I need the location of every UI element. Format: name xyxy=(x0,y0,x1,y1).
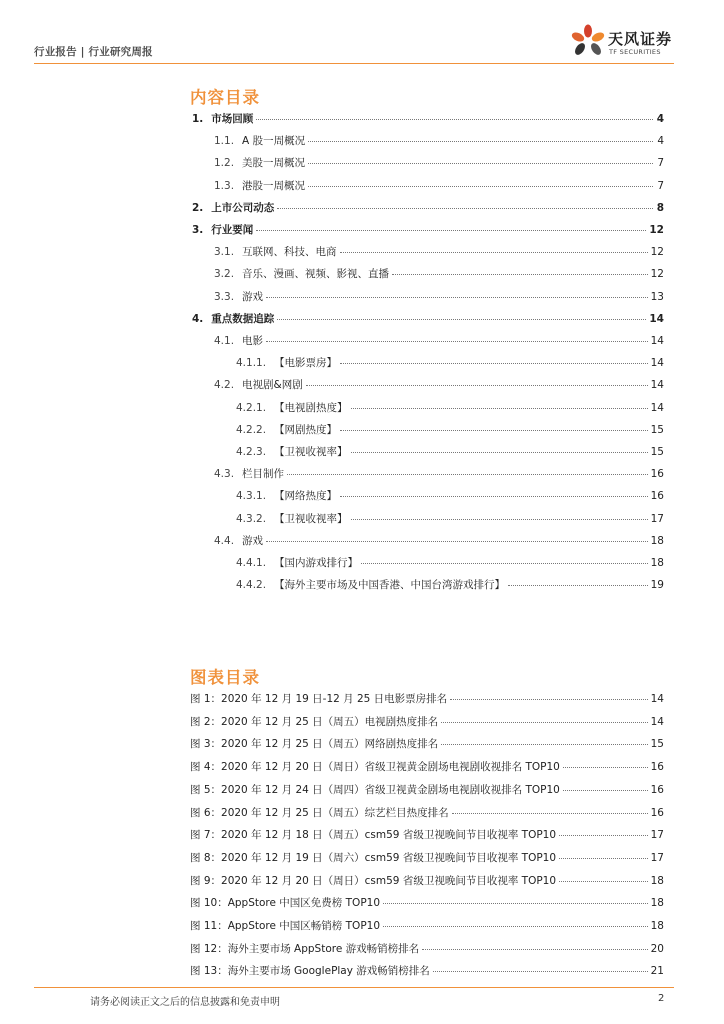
figures-title: 图表目录 xyxy=(190,668,260,687)
figure-entry-title: 图 3：2020 年 12 月 25 日（周五）网络剧热度排名 xyxy=(190,738,439,751)
toc-entry-page: 7 xyxy=(657,179,664,192)
toc-entry[interactable] xyxy=(192,222,664,242)
figure-entry-page: 21 xyxy=(650,965,664,978)
toc-entry-page: 16 xyxy=(650,490,664,503)
toc-entry[interactable] xyxy=(214,289,664,309)
toc-entry-page: 12 xyxy=(649,224,664,236)
figure-leader-dots xyxy=(383,903,648,904)
figure-entry-title: 图 5：2020 年 12 月 24 日（周四）省级卫视黄金剧场电视剧收视排名 TOP10 xyxy=(190,783,560,796)
figure-entry-page: 14 xyxy=(650,693,664,705)
toc-entry-title: 游戏 xyxy=(242,290,264,303)
toc-leader-dots xyxy=(351,452,648,453)
toc-entry-number: 4.2.3. xyxy=(236,446,267,458)
figure-entry-page: 16 xyxy=(650,761,664,774)
toc-entry-title: 电影 xyxy=(242,335,264,347)
toc-entry-number: 4.4. xyxy=(214,534,235,547)
toc-entry-title: 上市公司动态 xyxy=(211,201,275,214)
figure-entry-title: 图 2：2020 年 12 月 25 日（周五）电视剧热度排名 xyxy=(190,715,439,728)
toc-entry[interactable] xyxy=(236,355,664,375)
toc-entry-page: 19 xyxy=(650,579,664,592)
toc-entry[interactable] xyxy=(236,400,664,420)
toc-entry-number: 4.1.1. xyxy=(236,357,267,370)
toc-leader-dots xyxy=(351,408,648,409)
toc-entry-title: 港股一周概况 xyxy=(242,179,306,192)
toc-leader-dots xyxy=(508,585,648,586)
figure-leader-dots xyxy=(559,835,648,836)
toc-leader-dots xyxy=(340,252,648,253)
toc-entry-page: 18 xyxy=(650,557,664,569)
toc-entry-title: 美股一周概况 xyxy=(242,157,306,170)
company-logo xyxy=(568,22,678,62)
toc-leader-dots xyxy=(340,496,648,497)
toc-entry-number: 4.1. xyxy=(214,335,235,347)
toc-entry-page: 7 xyxy=(657,157,664,170)
toc-entry[interactable] xyxy=(192,311,664,331)
toc-leader-dots xyxy=(266,541,648,542)
toc-entry[interactable] xyxy=(236,488,664,508)
toc-entry-title: 电视剧&网剧 xyxy=(242,379,303,392)
figure-entry[interactable] xyxy=(190,782,664,802)
toc-entry[interactable] xyxy=(214,377,664,397)
toc-entry[interactable] xyxy=(214,266,664,286)
toc-entry-title: 【卫视收视率】 xyxy=(274,446,348,458)
toc-entry-number: 4.3.1. xyxy=(236,490,267,503)
figure-leader-dots xyxy=(422,949,647,950)
toc-entry-page: 14 xyxy=(649,312,664,325)
toc-entry-title: 【国内游戏排行】 xyxy=(274,557,359,569)
toc-entry[interactable] xyxy=(214,178,664,198)
toc-entry-number: 3. xyxy=(192,224,204,236)
toc-leader-dots xyxy=(306,385,648,386)
toc-entry-page: 14 xyxy=(650,401,664,414)
figure-entry-page: 15 xyxy=(650,738,664,751)
toc-entry-number: 4.4.2. xyxy=(236,579,267,592)
toc-entry-number: 4.2.2. xyxy=(236,423,267,436)
toc-entry-number: 1.1. xyxy=(214,135,235,148)
toc-leader-dots xyxy=(256,230,646,231)
toc-entry[interactable] xyxy=(236,422,664,442)
toc-entry-number: 4.4.1. xyxy=(236,557,267,569)
figure-entry[interactable] xyxy=(190,941,664,961)
toc-entry-page: 4 xyxy=(657,135,664,148)
toc-entry-title: 【海外主要市场及中国香港、中国台湾游戏排行】 xyxy=(274,579,506,592)
figure-entry[interactable] xyxy=(190,873,664,893)
figure-leader-dots xyxy=(450,699,647,700)
toc-entry-number: 4.3. xyxy=(214,468,235,481)
toc-entry[interactable] xyxy=(214,155,664,175)
toc-entry-title: A 股一周概况 xyxy=(242,135,306,148)
toc-leader-dots xyxy=(266,297,648,298)
toc-entry-title: 【卫视收视率】 xyxy=(274,512,348,525)
toc-leader-dots xyxy=(277,319,646,320)
toc-entry[interactable] xyxy=(236,511,664,531)
toc-entry-number: 1.2. xyxy=(214,157,235,170)
toc-entry-page: 8 xyxy=(656,201,664,214)
figure-leader-dots xyxy=(383,926,648,927)
logo-english-name: TF SECURITIES xyxy=(609,48,661,56)
figure-entry-page: 18 xyxy=(650,874,664,887)
figure-entry[interactable] xyxy=(190,850,664,870)
toc-entry-number: 3.3. xyxy=(214,290,235,303)
toc-entry-title: 行业要闻 xyxy=(211,224,254,236)
figure-entry-page: 17 xyxy=(650,829,664,842)
toc-entry-title: 【电视剧热度】 xyxy=(274,401,348,414)
figure-leader-dots xyxy=(441,744,647,745)
toc-entry-number: 4. xyxy=(192,312,204,325)
figure-entry-title: 图 8：2020 年 12 月 19 日（周六）csm59 省级卫视晚间节目收视率 TOP10 xyxy=(190,851,557,864)
toc-entry-number: 4.2.1. xyxy=(236,401,267,414)
toc-entry-title: 互联网、科技、电商 xyxy=(242,246,337,259)
figure-entry[interactable] xyxy=(190,691,664,711)
toc-entry[interactable] xyxy=(214,244,664,264)
figure-entry[interactable] xyxy=(190,895,664,915)
toc-leader-dots xyxy=(340,430,648,431)
figure-leader-dots xyxy=(563,767,648,768)
toc-leader-dots xyxy=(266,341,648,342)
toc-entry-title: 重点数据追踪 xyxy=(211,312,275,325)
figure-entry-title: 图 10：AppStore 中国区免费榜 TOP10 xyxy=(190,897,381,910)
logo-chinese-name: 天风证券 xyxy=(608,30,673,48)
footer-disclaimer: 请务必阅读正文之后的信息披露和免责申明 xyxy=(90,997,280,1008)
figure-entry-page: 18 xyxy=(650,897,664,910)
toc-entry-page: 14 xyxy=(650,335,664,347)
toc-entry-page: 13 xyxy=(650,290,664,303)
figure-entry-page: 16 xyxy=(650,806,664,819)
toc-entry-page: 4 xyxy=(656,113,664,125)
toc-entry-page: 17 xyxy=(650,512,664,525)
toc-leader-dots xyxy=(256,119,653,120)
toc-entry-page: 14 xyxy=(650,379,664,392)
toc-leader-dots xyxy=(287,474,648,475)
toc-entry[interactable] xyxy=(236,444,664,464)
toc-entry-number: 2. xyxy=(192,201,204,214)
figure-entry-page: 18 xyxy=(650,920,664,932)
toc-leader-dots xyxy=(308,163,653,164)
toc-entry[interactable] xyxy=(214,466,664,486)
toc-entry-page: 12 xyxy=(650,268,664,281)
toc-entry-number: 3.1. xyxy=(214,246,235,259)
figure-entry-title: 图 9：2020 年 12 月 20 日（周日）csm59 省级卫视晚间节目收视率 TOP10 xyxy=(190,874,557,887)
toc-entry[interactable] xyxy=(214,333,664,353)
figure-leader-dots xyxy=(441,722,647,723)
figure-entry[interactable] xyxy=(190,736,664,756)
toc-leader-dots xyxy=(277,208,653,209)
toc-entry[interactable] xyxy=(214,533,664,553)
toc-entry-number: 1.3. xyxy=(214,179,235,192)
toc-entry-page: 18 xyxy=(650,534,664,547)
toc-entry-title: 【网络热度】 xyxy=(274,490,338,503)
toc-entry[interactable] xyxy=(192,111,664,131)
figure-entry-title: 图 12：海外主要市场 AppStore 游戏畅销榜排名 xyxy=(190,942,420,955)
toc-entry-title: 【电影票房】 xyxy=(274,357,338,370)
flower-logo-icon xyxy=(568,22,608,62)
toc-entry-title: 市场回顾 xyxy=(211,113,254,125)
figure-leader-dots xyxy=(559,858,648,859)
figure-leader-dots xyxy=(452,813,648,814)
figure-entry[interactable] xyxy=(190,714,664,734)
figure-entry[interactable] xyxy=(190,805,664,825)
toc-leader-dots xyxy=(308,186,653,187)
footer-divider xyxy=(34,987,674,988)
toc-leader-dots xyxy=(361,563,648,564)
toc-entry[interactable] xyxy=(214,133,664,153)
figure-entry-title: 图 11：AppStore 中国区畅销榜 TOP10 xyxy=(190,920,381,932)
toc-entry-page: 15 xyxy=(650,423,664,436)
toc-entry-title: 【网剧热度】 xyxy=(274,423,338,436)
toc-entry-number: 4.3.2. xyxy=(236,512,267,525)
figure-entry[interactable] xyxy=(190,918,664,938)
figure-entry[interactable] xyxy=(190,827,664,847)
figure-entry-page: 20 xyxy=(650,942,664,955)
toc-leader-dots xyxy=(308,141,653,142)
header-divider xyxy=(34,63,674,64)
toc-entry[interactable] xyxy=(236,577,664,597)
figure-entry-title: 图 7：2020 年 12 月 18 日（周五）csm59 省级卫视晚间节目收视率 TOP10 xyxy=(190,829,557,842)
toc-entry-page: 15 xyxy=(650,446,664,458)
toc-leader-dots xyxy=(340,363,648,364)
page-number: 2 xyxy=(658,993,665,1004)
toc-entry-number: 1. xyxy=(192,113,204,125)
figure-entry-page: 16 xyxy=(650,783,664,796)
figure-entry-title: 图 13：海外主要市场 GooglePlay 游戏畅销榜排名 xyxy=(190,965,430,978)
toc-title: 内容目录 xyxy=(190,88,260,107)
figure-entry-title: 图 6：2020 年 12 月 25 日（周五）综艺栏目热度排名 xyxy=(190,806,449,819)
toc-entry[interactable] xyxy=(236,555,664,575)
toc-leader-dots xyxy=(392,274,648,275)
toc-entry-number: 4.2. xyxy=(214,379,235,392)
toc-entry-title: 游戏 xyxy=(242,534,264,547)
toc-entry-page: 16 xyxy=(650,468,664,481)
toc-entry-page: 12 xyxy=(650,246,664,259)
toc-entry[interactable] xyxy=(192,200,664,220)
figure-entry[interactable] xyxy=(190,963,664,983)
figure-entry-title: 图 4：2020 年 12 月 20 日（周日）省级卫视黄金剧场电视剧收视排名 TOP10 xyxy=(190,761,560,774)
header-breadcrumb: 行业报告 | 行业研究周报 xyxy=(34,46,153,58)
figure-entry-page: 17 xyxy=(650,851,664,864)
figure-leader-dots xyxy=(559,881,648,882)
figure-entry-title: 图 1：2020 年 12 月 19 日-12 月 25 日电影票房排名 xyxy=(190,693,448,705)
toc-entry-title: 栏目制作 xyxy=(242,468,285,481)
toc-entry-page: 14 xyxy=(650,357,664,370)
toc-entry-title: 音乐、漫画、视频、影视、直播 xyxy=(242,268,390,281)
toc-entry-number: 3.2. xyxy=(214,268,235,281)
figure-entry-page: 14 xyxy=(650,715,664,728)
figure-entry[interactable] xyxy=(190,759,664,779)
figure-leader-dots xyxy=(433,971,648,972)
figure-leader-dots xyxy=(563,790,648,791)
toc-leader-dots xyxy=(351,519,648,520)
